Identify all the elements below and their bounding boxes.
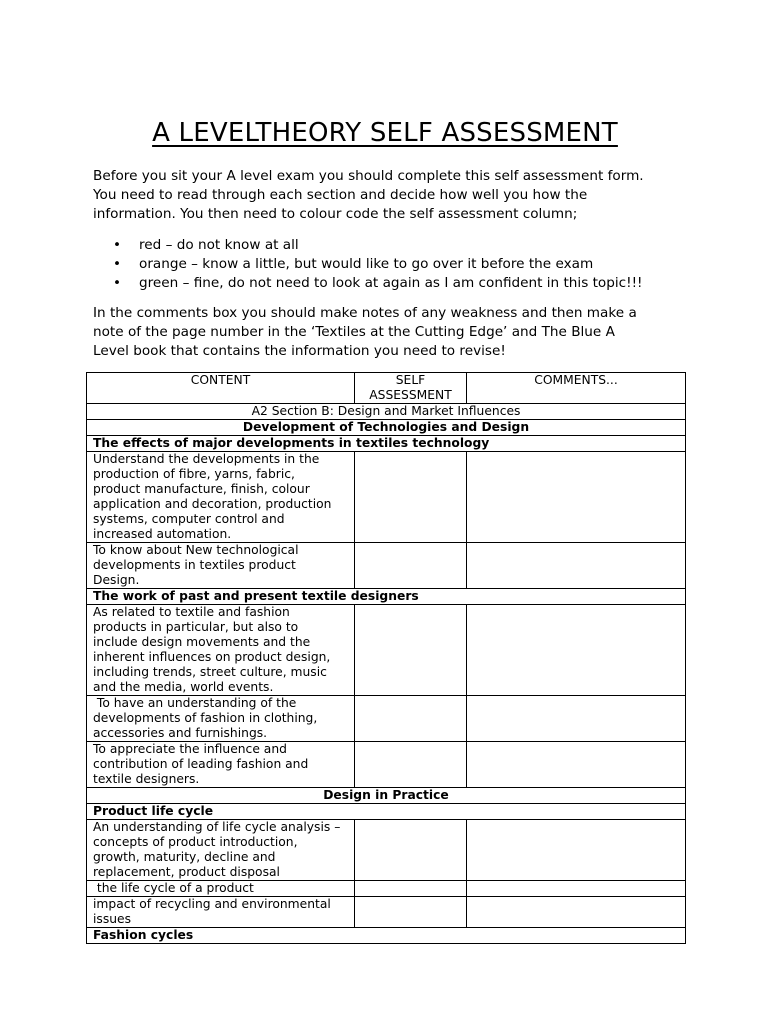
header-content: CONTENT: [87, 373, 355, 404]
content-line: contribution of leading fashion and: [93, 757, 309, 771]
content-line: concepts of product introduction,: [93, 835, 298, 849]
section-title: A2 Section B: Design and Market Influences: [87, 404, 686, 420]
content-line: impact of recycling and environmental: [93, 897, 331, 911]
section-row: [87, 404, 686, 420]
content-cell: [87, 605, 355, 696]
header-self-line: SELF: [395, 373, 426, 387]
instruction-line: Level book that contains the information you need to revise!: [93, 343, 506, 359]
content-line: product manufacture, finish, colour: [93, 482, 310, 496]
comments-cell[interactable]: [467, 897, 686, 928]
comments-cell[interactable]: [467, 605, 686, 696]
content-cell: [87, 742, 355, 788]
content-cell: [87, 543, 355, 589]
content-line: issues: [93, 912, 131, 926]
header-comments: COMMENTS...: [467, 373, 686, 404]
instruction-line: note of the page number in the ‘Textiles at the Cutting Edge’ and The Blue A: [93, 324, 615, 340]
content-cell: [87, 696, 355, 742]
page-title: A LEVELTHEORY SELF ASSESSMENT: [152, 118, 618, 148]
intro-line: Before you sit your A level exam you should complete this self assessment form.: [93, 168, 644, 184]
content-line: developments of fashion in clothing,: [93, 711, 318, 725]
self-assessment-table: [86, 372, 686, 944]
content-line: growth, maturity, decline and: [93, 850, 276, 864]
comments-cell[interactable]: [467, 452, 686, 543]
colour-code-list: [93, 236, 693, 293]
content-line: products in particular, but also to: [93, 620, 299, 634]
content-line: To know about New technological: [93, 543, 299, 557]
bullet-icon: •: [113, 275, 122, 291]
content-line: As related to textile and fashion: [93, 605, 290, 619]
instruction-line: In the comments box you should make notes of any weakness and then make a: [93, 305, 637, 321]
content-line: the life cycle of a product: [93, 881, 254, 895]
table-header-row: [87, 373, 686, 404]
subheading-product-life-cycle: Product life cycle: [87, 804, 686, 820]
table-row: [87, 543, 686, 589]
content-cell: [87, 881, 355, 897]
self-assessment-cell[interactable]: [355, 897, 467, 928]
bullet-icon: •: [113, 256, 122, 272]
self-assessment-cell[interactable]: [355, 881, 467, 897]
list-item-green: [93, 274, 693, 293]
content-line: To have an understanding of the: [93, 696, 297, 710]
content-line: include design movements and the: [93, 635, 311, 649]
comments-cell[interactable]: [467, 742, 686, 788]
list-item-text: green – fine, do not need to look at again as I am confident in this topic!!!: [139, 275, 643, 291]
list-item-red: [93, 236, 693, 255]
table-row: [87, 696, 686, 742]
self-assessment-cell[interactable]: [355, 696, 467, 742]
table-row: [87, 742, 686, 788]
content-line: Design.: [93, 573, 140, 587]
header-self-line: ASSESSMENT: [369, 388, 452, 402]
table-row: [87, 881, 686, 897]
heading-row: [87, 788, 686, 804]
self-assessment-cell[interactable]: [355, 543, 467, 589]
content-line: replacement, product disposal: [93, 865, 280, 879]
comments-instructions: [93, 304, 693, 361]
self-assessment-cell[interactable]: [355, 820, 467, 881]
comments-cell[interactable]: [467, 820, 686, 881]
content-line: application and decoration, production: [93, 497, 332, 511]
intro-line: You need to read through each section and decide how well you how the: [93, 187, 588, 203]
subheading-fashion-cycles: Fashion cycles: [87, 928, 686, 944]
subheading-row: [87, 804, 686, 820]
list-item-orange: [93, 255, 693, 274]
table-row: [87, 452, 686, 543]
list-item-text: orange – know a little, but would like to go over it before the exam: [139, 256, 594, 272]
heading-design-practice: Design in Practice: [87, 788, 686, 804]
table-row: [87, 897, 686, 928]
content-line: and the media, world events.: [93, 680, 274, 694]
comments-cell[interactable]: [467, 543, 686, 589]
content-line: Understand the developments in the: [93, 452, 320, 466]
self-assessment-cell[interactable]: [355, 742, 467, 788]
content-cell: [87, 897, 355, 928]
bullet-icon: •: [113, 237, 122, 253]
content-line: production of fibre, yarns, fabric,: [93, 467, 295, 481]
comments-cell[interactable]: [467, 696, 686, 742]
heading-development: Development of Technologies and Design: [87, 420, 686, 436]
content-line: To appreciate the influence and: [93, 742, 287, 756]
intro-paragraph: [93, 167, 693, 224]
content-line: inherent influences on product design,: [93, 650, 331, 664]
self-assessment-cell[interactable]: [355, 452, 467, 543]
content-line: An understanding of life cycle analysis –: [93, 820, 341, 834]
heading-row: [87, 420, 686, 436]
content-line: increased automation.: [93, 527, 232, 541]
comments-cell[interactable]: [467, 881, 686, 897]
content-line: developments in textiles product: [93, 558, 296, 572]
self-assessment-cell[interactable]: [355, 605, 467, 696]
intro-line: information. You then need to colour code the self assessment column;: [93, 206, 578, 222]
subheading-row: [87, 436, 686, 452]
content-line: accessories and furnishings.: [93, 726, 268, 740]
content-line: systems, computer control and: [93, 512, 285, 526]
header-self-assessment: [355, 373, 467, 404]
subheading-row: [87, 589, 686, 605]
content-cell: [87, 452, 355, 543]
list-item-text: red – do not know at all: [139, 237, 299, 253]
content-line: textile designers.: [93, 772, 200, 786]
subheading-technology: The effects of major developments in textiles technology: [87, 436, 686, 452]
subheading-row: [87, 928, 686, 944]
table-row: [87, 605, 686, 696]
content-line: including trends, street culture, music: [93, 665, 327, 679]
subheading-designers: The work of past and present textile designers: [87, 589, 686, 605]
content-cell: [87, 820, 355, 881]
table-row: [87, 820, 686, 881]
